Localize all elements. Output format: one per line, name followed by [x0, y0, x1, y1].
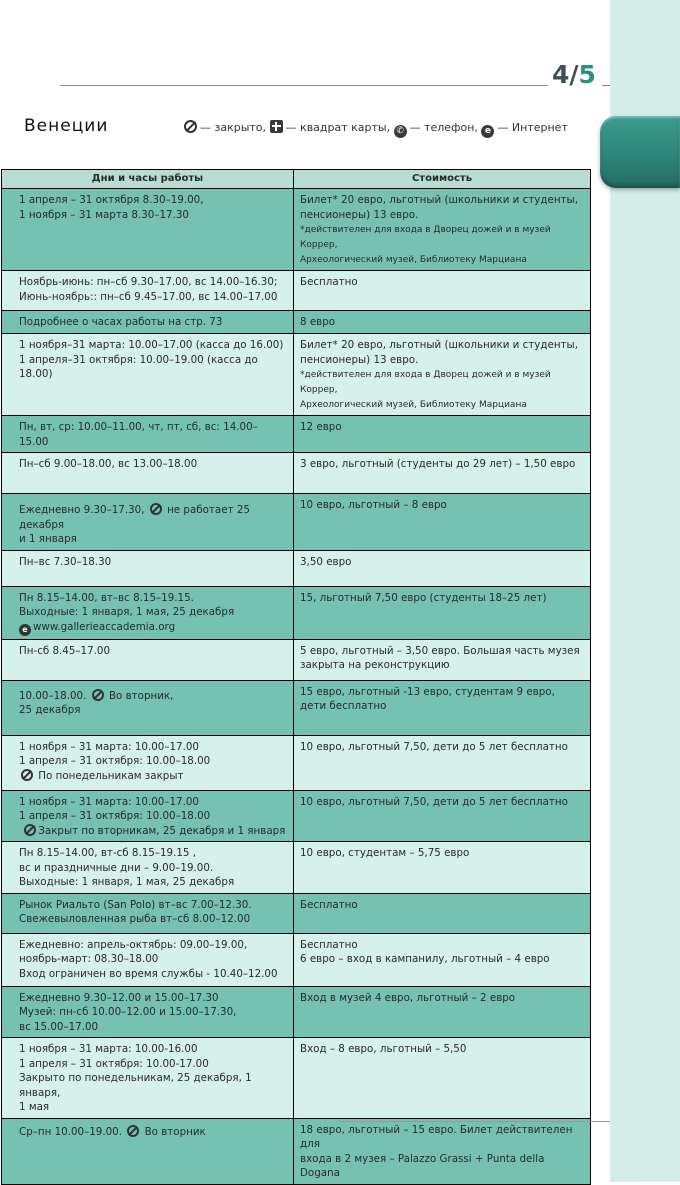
cost-line: 5 евро, льготный – 3,50 евро. Большая часть музея — [300, 644, 580, 657]
cost-note: Археологический музей, Библиотеку Марциана — [300, 400, 527, 410]
hours-line: Музей: пн-сб 10.00–12.00 и 15.00–17.30, — [19, 1006, 237, 1018]
bottom-rule — [340, 1121, 610, 1122]
hours-line: 1 апреля – 31 октября: 10.00–18.00 — [19, 755, 211, 767]
hours-cell — [2, 453, 294, 494]
cost-cell — [294, 790, 591, 842]
hours-cell — [2, 271, 294, 311]
cost-cell — [294, 1118, 591, 1184]
cost-line: Бесплатно — [300, 276, 358, 288]
table-row — [2, 416, 591, 453]
schedule-table — [1, 169, 591, 1185]
hours-cell — [2, 586, 294, 639]
hours-line: 1 апреля–31 октября: 10.00–19.00 (касса до 18.00) — [19, 353, 258, 380]
cost-cell — [294, 680, 591, 735]
column-header-hours: Дни и часы работы — [2, 170, 294, 189]
hours-line: Ежедневно 9.30–12.00 и 15.00–17.30 — [19, 991, 219, 1004]
closed-icon — [127, 1125, 139, 1137]
legend-closed: — закрыто, — [200, 121, 267, 134]
hours-cell — [2, 1118, 294, 1184]
cost-cell — [294, 189, 591, 271]
top-rule — [60, 85, 610, 86]
cost-cell — [294, 735, 591, 790]
cost-line: 10 евро, студентам – 5,75 евро — [300, 847, 470, 859]
table-row — [2, 790, 591, 842]
cost-line: Вход – 8 евро, льготный – 5,50 — [300, 1043, 467, 1055]
phone-icon: ✆ — [394, 125, 407, 138]
closed-icon — [184, 120, 197, 133]
cost-line: 6 евро – вход в кампанилу, льготный – 4 евро — [300, 953, 550, 965]
cost-cell — [294, 494, 591, 551]
hours-line: Выходные: 1 января, 1 мая, 25 декабря — [19, 606, 235, 618]
cost-line: Билет* 20 евро, льготный (школьники и студенты, — [300, 339, 578, 351]
table-row — [2, 735, 591, 790]
hours-line: вс 15.00–17.00 — [19, 1020, 99, 1033]
legend-phone: — телефон, — [409, 121, 478, 134]
hours-line: Ноябрь-июнь: пн–сб 9.30–17.00, вс 14.00–16.30; — [19, 276, 278, 288]
table-row — [2, 842, 591, 894]
icon-legend — [184, 120, 568, 138]
cost-cell — [294, 842, 591, 894]
table-row — [2, 680, 591, 735]
cost-line: 10 евро, льготный – 8 евро — [300, 499, 447, 511]
hours-line: и 1 января — [19, 533, 77, 545]
cost-line: Вход в музей 4 евро, льготный – 2 евро — [300, 991, 516, 1004]
cost-note: Археологический музей, Библиотеку Марциана — [300, 255, 527, 265]
hours-cell — [2, 1038, 294, 1119]
closed-note: По понедельникам закрыт — [38, 769, 184, 782]
page-current: 4/ — [552, 60, 579, 89]
closed-icon — [92, 689, 104, 701]
hours-line: Свежевыловленная рыба вт–сб 8.00–12.00 — [19, 913, 251, 925]
page-total: 5 — [578, 60, 596, 89]
page-heading: Венеции — [24, 116, 109, 136]
hours-cell — [2, 494, 294, 551]
hours-line: Пн, вт, ср: 10.00–11.00, чт, пт, сб, вс: 14.00–15.00 — [19, 421, 258, 448]
table-row — [2, 639, 591, 680]
hours-line: Закрыто по понедельникам, 25 декабря, 1 января, — [19, 1072, 252, 1099]
chapter-tab — [600, 116, 680, 188]
hours-line: 1 апреля – 31 октября: 10.00–18.00 — [19, 810, 211, 822]
website-link[interactable]: www.gallerieaccademia.org — [33, 620, 176, 633]
hours-line: Во вторник — [144, 1125, 206, 1138]
cost-note: *действителен для входа в Дворец дожей и в музей Коррер, — [300, 225, 551, 250]
table-row — [2, 933, 591, 986]
hours-cell — [2, 893, 294, 933]
hours-cell — [2, 986, 294, 1038]
legend-web: — Интернет — [497, 121, 568, 134]
hours-line: 1 апреля – 31 октября: 10.00-17.00 — [19, 1057, 209, 1070]
hours-line: Пн 8.15–14.00, вт–вс 8.15–19.15. — [19, 591, 194, 604]
table-row — [2, 986, 591, 1038]
cost-line: 10 евро, льготный 7,50, дети до 5 лет бесплатно — [300, 740, 568, 753]
hours-cell — [2, 550, 294, 586]
hours-line: 1 ноября–31 марта: 10.00–17.00 (касса до 16.00) — [19, 339, 284, 351]
hours-cell — [2, 639, 294, 680]
hours-cell — [2, 735, 294, 790]
table-row — [2, 550, 591, 586]
table-row — [2, 453, 591, 494]
hours-line: Рынок Риальто (San Polo) вт–вс 7.00–12.30. — [19, 898, 252, 911]
hours-cell — [2, 933, 294, 986]
hours-line: 1 ноября – 31 марта: 10.00–17.00 — [19, 740, 199, 753]
table-header-row — [2, 170, 591, 189]
cost-cell — [294, 550, 591, 586]
hours-line: Выходные: 1 января, 1 мая, 25 декабря — [19, 876, 235, 888]
hours-line: Ср–пн 10.00–19.00. — [19, 1125, 122, 1138]
hours-cell — [2, 842, 294, 894]
table-row — [2, 586, 591, 639]
hours-line: ноябрь-март: 08.30–18.00 — [19, 953, 159, 965]
hours-cell — [2, 416, 294, 453]
cost-line: 3 евро, льготный (студенты до 29 лет) – 1,50 евро — [300, 458, 576, 470]
cost-line: 8 евро — [300, 316, 336, 328]
cost-cell — [294, 311, 591, 334]
cost-cell — [294, 453, 591, 494]
internet-icon: e — [19, 624, 31, 636]
hours-line: Июнь-ноябрь:: пн–сб 9.45–17.00, вс 14.00–17.00 — [19, 290, 278, 303]
column-header-cost: Стоимость — [294, 170, 591, 189]
cost-line: Бесплатно — [300, 898, 358, 911]
table-row — [2, 1118, 591, 1184]
page-number — [548, 60, 602, 90]
hours-line: Пн–вс 7.30–18.30 — [19, 555, 112, 568]
cost-line: 15, льготный 7,50 евро (студенты 18–25 лет) — [300, 591, 547, 604]
table-row — [2, 271, 591, 311]
cost-cell — [294, 893, 591, 933]
closed-note: Закрыт по вторникам, 25 декабря и 1 января — [38, 824, 286, 837]
hours-line: вс и праздничные дни – 9.00–19.00. — [19, 861, 214, 874]
hours-cell — [2, 334, 294, 416]
cost-line: входа в 2 музея – Palazzo Grassi + Punta della Dogana — [300, 1152, 545, 1179]
hours-line: Ежедневно: апрель-октябрь: 09.00–19.00, — [19, 938, 248, 951]
legend-map: — квадрат карты, — [285, 121, 391, 134]
hours-line: Подробнее о часах работы на стр. 73 — [19, 316, 223, 328]
closed-icon — [150, 503, 162, 515]
hours-line: 10.00–18.00. — [19, 689, 87, 702]
cost-line: дети бесплатно — [300, 700, 387, 712]
cost-line: 3,50 евро — [300, 555, 352, 568]
table-row — [2, 893, 591, 933]
table-row — [2, 189, 591, 271]
hours-line: 1 ноября – 31 марта: 10.00-16.00 — [19, 1043, 198, 1055]
cost-line: закрыта на реконструкцию — [300, 659, 450, 671]
cost-line: пенсионеры) 13 евро. — [300, 353, 419, 366]
hours-line: Пн–сб 9.00–18.00, вс 13.00–18.00 — [19, 458, 198, 470]
closed-icon — [24, 824, 36, 836]
hours-line: 1 мая — [19, 1101, 50, 1113]
cost-line: Билет* 20 евро, льготный (школьники и студенты, — [300, 194, 578, 206]
hours-cell — [2, 680, 294, 735]
cost-cell — [294, 271, 591, 311]
table-row — [2, 1038, 591, 1119]
closed-icon — [21, 769, 33, 781]
cost-cell — [294, 639, 591, 680]
cost-cell — [294, 586, 591, 639]
cost-line: 18 евро, льготный – 15 евро. Билет действителен для — [300, 1123, 573, 1150]
table-row — [2, 494, 591, 551]
cost-line: 10 евро, льготный 7,50, дети до 5 лет бесплатно — [300, 795, 568, 808]
hours-line: 1 апреля – 31 октября 8.30–19.00, — [19, 194, 204, 206]
hours-line: не работает 25 декабря — [19, 504, 250, 531]
cost-note: *действителен для входа в Дворец дожей и в музей Коррер, — [300, 370, 551, 395]
hours-line: 1 ноября – 31 марта 8.30–17.30 — [19, 208, 189, 221]
hours-cell — [2, 189, 294, 271]
cost-cell — [294, 933, 591, 986]
cost-cell — [294, 986, 591, 1038]
hours-line: 1 ноября – 31 марта: 10.00–17.00 — [19, 795, 199, 808]
internet-icon: e — [481, 125, 494, 138]
hours-line: Вход ограничен во время службы - 10.40–12.00 — [19, 967, 278, 980]
hours-cell — [2, 311, 294, 334]
hours-line: Пн 8.15–14.00, вт-сб 8.15–19.15 , — [19, 847, 197, 859]
cost-line: Бесплатно — [300, 938, 358, 951]
cost-line: 12 евро — [300, 421, 342, 433]
table-row — [2, 311, 591, 334]
hours-line: Пн-сб 8.45–17.00 — [19, 644, 111, 657]
cost-cell — [294, 1038, 591, 1119]
cost-cell — [294, 334, 591, 416]
map-square-icon — [270, 120, 283, 133]
cost-line: 15 евро, льготный -13 евро, студентам 9 евро, — [300, 685, 555, 698]
hours-cell — [2, 790, 294, 842]
hours-line: 25 декабря — [19, 704, 81, 716]
hours-line: Ежедневно 9.30–17.30, — [19, 504, 145, 516]
cost-line: пенсионеры) 13 евро. — [300, 208, 419, 221]
hours-line: Во вторник, — [108, 689, 174, 702]
table-row — [2, 334, 591, 416]
cost-cell — [294, 416, 591, 453]
